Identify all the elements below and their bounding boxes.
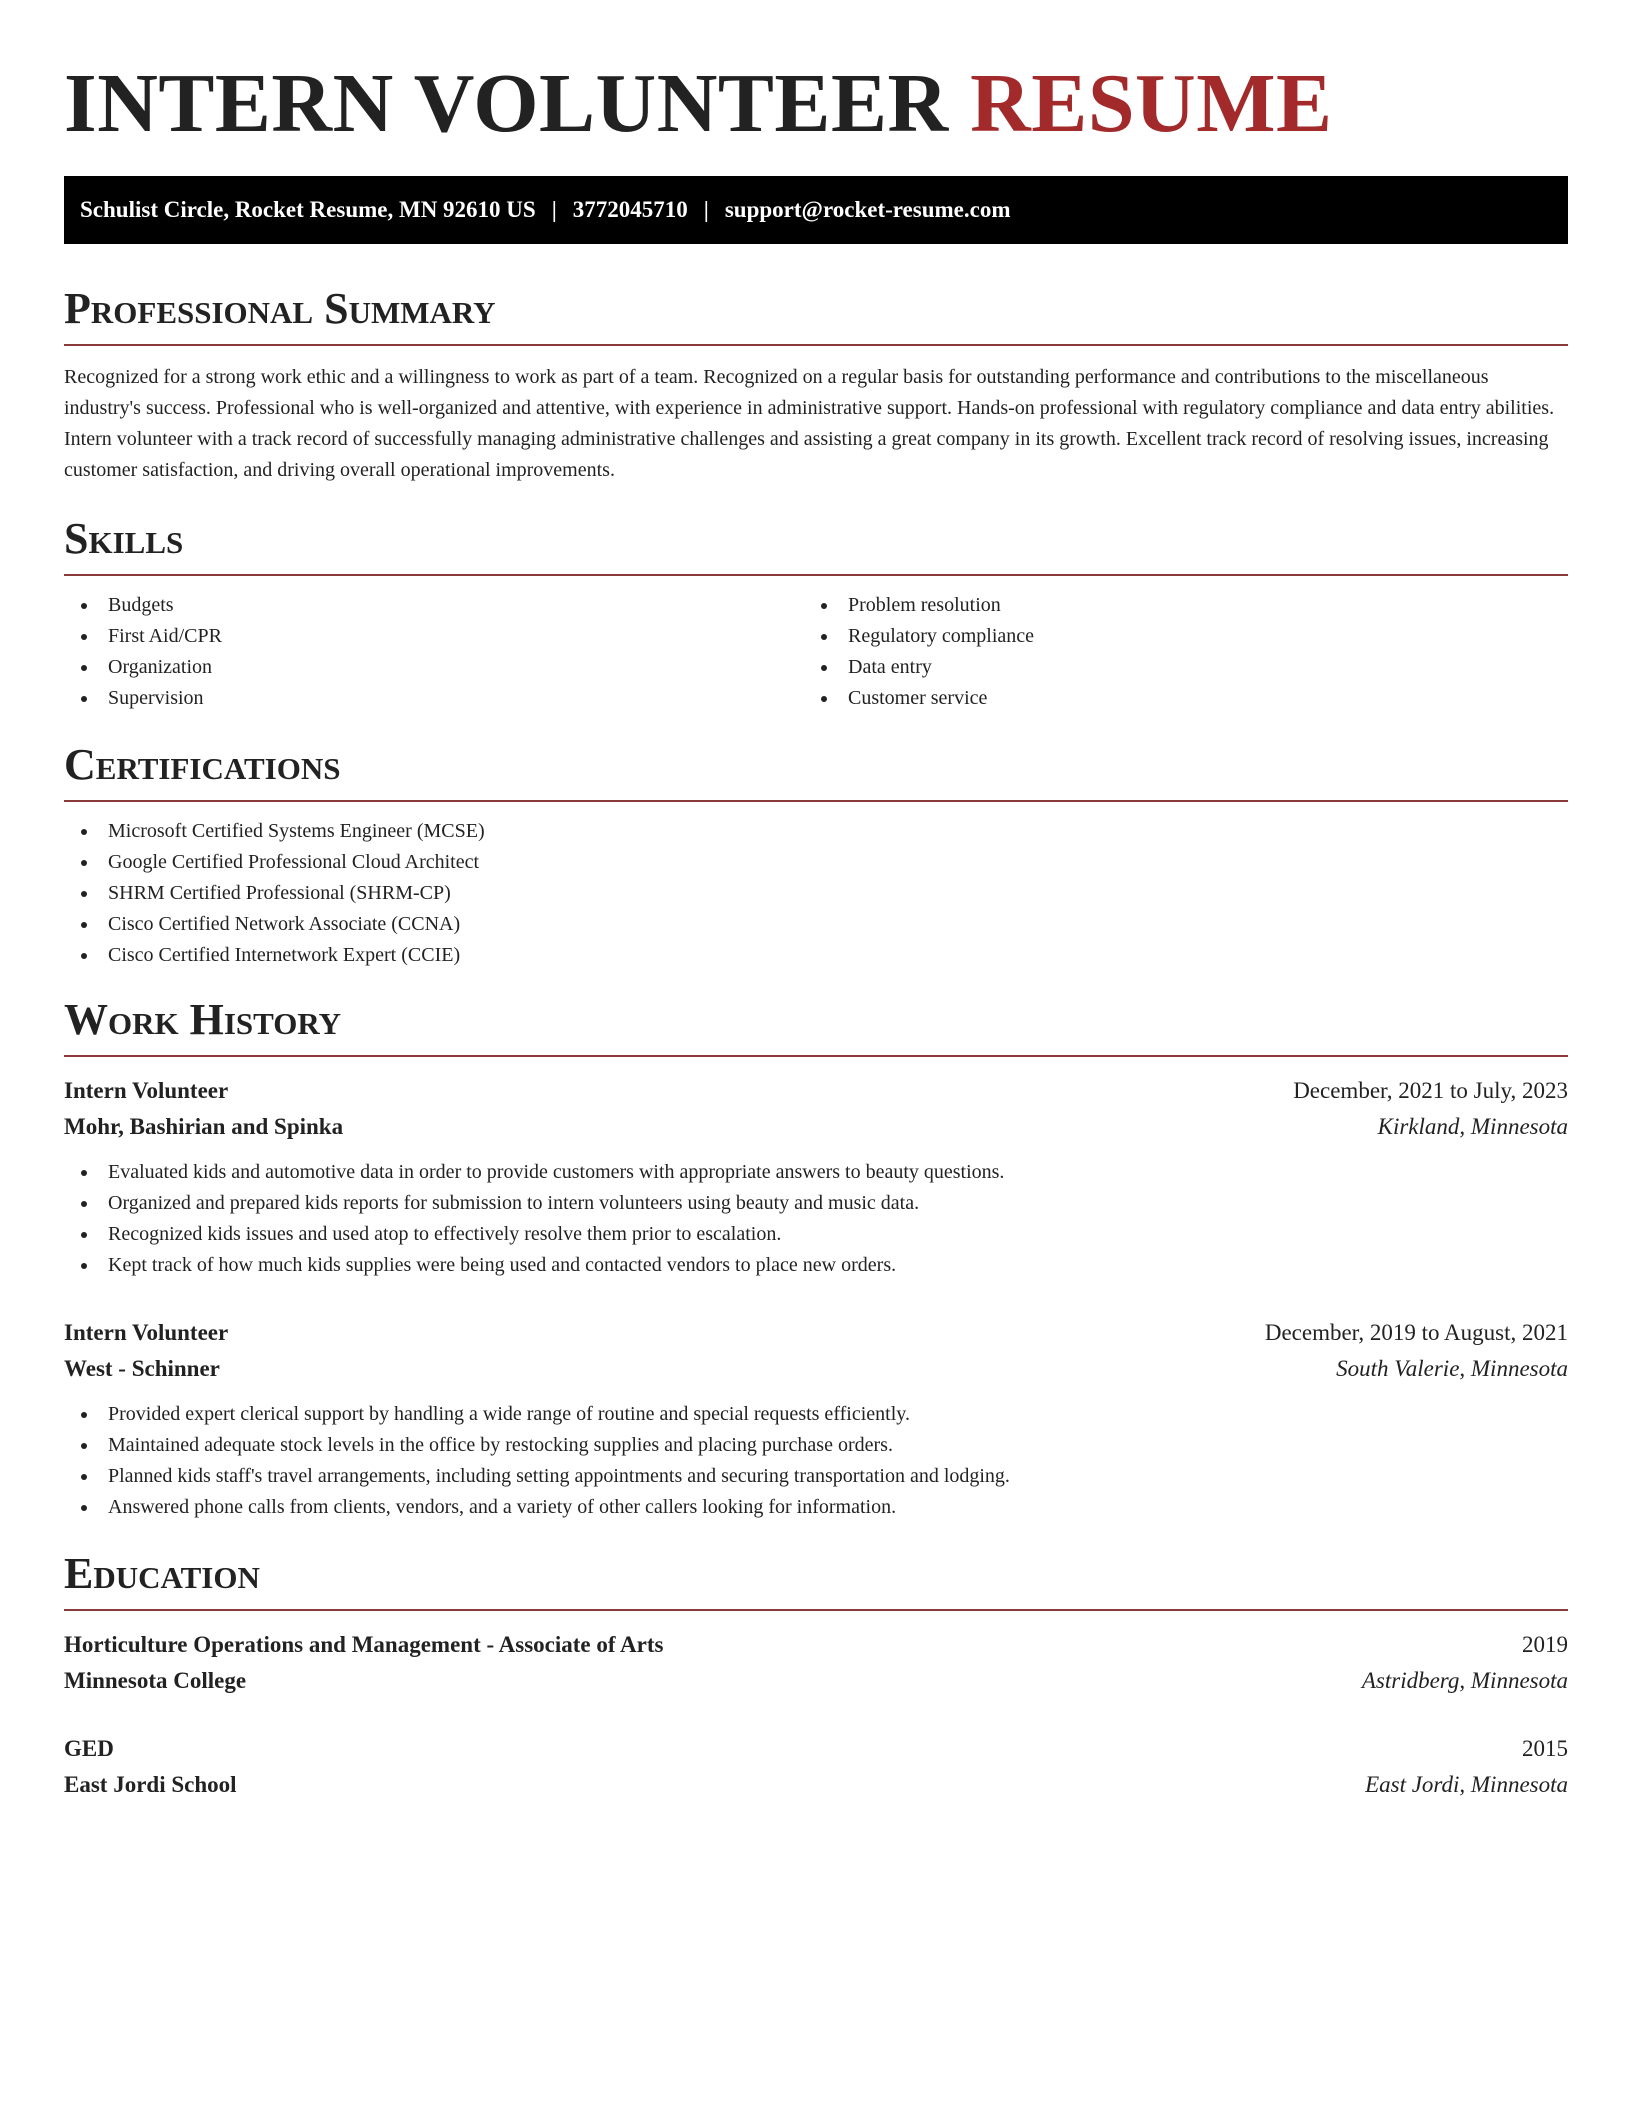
job-entry [64, 1073, 1568, 1281]
education-school-row [64, 1663, 1568, 1699]
job-bullet: Organized and prepared kids reports for submission to intern volunteers using beauty and music data. [64, 1188, 1568, 1219]
certification-item: Cisco Certified Network Associate (CCNA) [64, 909, 1568, 940]
job-bullet: Evaluated kids and automotive data in order to provide customers with appropriate answers to beauty questions. [64, 1157, 1568, 1188]
education-entry [64, 1627, 1568, 1699]
skills-list-left [64, 590, 804, 714]
job-bullet: Provided expert clerical support by handling a wide range of routine and special requests efficiently. [64, 1399, 1568, 1430]
skill-item: Budgets [64, 590, 804, 621]
contact-separator: | [703, 197, 709, 222]
job-title: Intern Volunteer [64, 1078, 229, 1103]
education-degree: GED [64, 1736, 114, 1761]
contact-phone: 3772045710 [572, 197, 688, 222]
education-school: East Jordi School [64, 1772, 237, 1797]
education-school: Minnesota College [64, 1668, 247, 1693]
professional-summary-section [64, 284, 1568, 486]
education-header-row [64, 1627, 1568, 1663]
skill-item: Customer service [804, 683, 1544, 714]
skill-item: Regulatory compliance [804, 621, 1544, 652]
section-heading-education: Education [64, 1549, 1568, 1611]
job-company-row [64, 1351, 1568, 1387]
certification-item: Google Certified Professional Cloud Architect [64, 847, 1568, 878]
skills-list-right [804, 590, 1544, 714]
title-accent: RESUME [970, 57, 1333, 150]
skill-item: Data entry [804, 652, 1544, 683]
education-header-row [64, 1731, 1568, 1767]
skills-section [64, 514, 1568, 714]
certification-item: Microsoft Certified Systems Engineer (MCSE) [64, 816, 1568, 847]
job-company: West - Schinner [64, 1356, 220, 1381]
contact-email[interactable]: support@rocket-resume.com [724, 197, 1011, 222]
job-dates: December, 2019 to August, 2021 [1264, 1320, 1568, 1345]
job-bullets [64, 1157, 1568, 1281]
education-year: 2019 [1522, 1632, 1568, 1657]
job-bullet: Planned kids staff's travel arrangements, including setting appointments and securing transportation and lodging. [64, 1461, 1568, 1492]
job-bullets [64, 1399, 1568, 1523]
education-degree: Horticulture Operations and Management - Associate of Arts [64, 1632, 664, 1657]
education-location: Astridberg, Minnesota [1361, 1668, 1568, 1693]
skill-item: Problem resolution [804, 590, 1544, 621]
job-entry [64, 1315, 1568, 1523]
job-bullet: Maintained adequate stock levels in the office by restocking supplies and placing purchase orders. [64, 1430, 1568, 1461]
job-header-row [64, 1315, 1568, 1351]
job-company-row [64, 1109, 1568, 1145]
education-entry [64, 1731, 1568, 1803]
education-year: 2015 [1522, 1736, 1568, 1761]
job-header-row [64, 1073, 1568, 1109]
certification-item: Cisco Certified Internetwork Expert (CCIE) [64, 940, 1568, 971]
certification-item: SHRM Certified Professional (SHRM-CP) [64, 878, 1568, 909]
contact-address: Schulist Circle, Rocket Resume, MN 92610 US [80, 197, 536, 222]
education-school-row [64, 1767, 1568, 1803]
job-dates: December, 2021 to July, 2023 [1293, 1078, 1568, 1103]
certifications-section [64, 740, 1568, 971]
job-bullet: Recognized kids issues and used atop to effectively resolve them prior to escalation. [64, 1219, 1568, 1250]
contact-separator: | [551, 197, 557, 222]
contact-bar [64, 176, 1568, 244]
job-title: Intern Volunteer [64, 1320, 229, 1345]
title-main: INTERN VOLUNTEER [64, 57, 949, 150]
skill-item: Supervision [64, 683, 804, 714]
section-heading-summary: Professional Summary [64, 284, 1568, 346]
summary-text: Recognized for a strong work ethic and a willingness to work as part of a team. Recognized on a regular basis for outstanding performance and contributions to the miscellaneous industry's success. Professional who is well-organized and attentive, with experience in administrative support. Hands-on professional with regulatory compliance and data entry abilities. Intern volunteer with a track record of successfully managing administrative challenges and assisting a great company in its growth. Excellent track record of resolving issues, increasing customer satisfaction, and driving overall operational improvements. [64, 366, 1555, 481]
work-history-section [64, 995, 1568, 1523]
skills-grid [64, 590, 1568, 714]
section-heading-skills: Skills [64, 514, 1568, 576]
skill-item: First Aid/CPR [64, 621, 804, 652]
certifications-list [64, 816, 1568, 971]
resume-title [64, 54, 1568, 154]
job-company: Mohr, Bashirian and Spinka [64, 1114, 344, 1139]
job-bullet: Answered phone calls from clients, vendors, and a variety of other callers looking for information. [64, 1492, 1568, 1523]
section-heading-work-history: Work History [64, 995, 1568, 1057]
job-location: Kirkland, Minnesota [1377, 1114, 1568, 1139]
education-location: East Jordi, Minnesota [1365, 1772, 1568, 1797]
education-section [64, 1549, 1568, 1803]
job-location: South Valerie, Minnesota [1336, 1356, 1568, 1381]
skill-item: Organization [64, 652, 804, 683]
section-heading-certifications: Certifications [64, 740, 1568, 802]
job-bullet: Kept track of how much kids supplies were being used and contacted vendors to place new orders. [64, 1250, 1568, 1281]
